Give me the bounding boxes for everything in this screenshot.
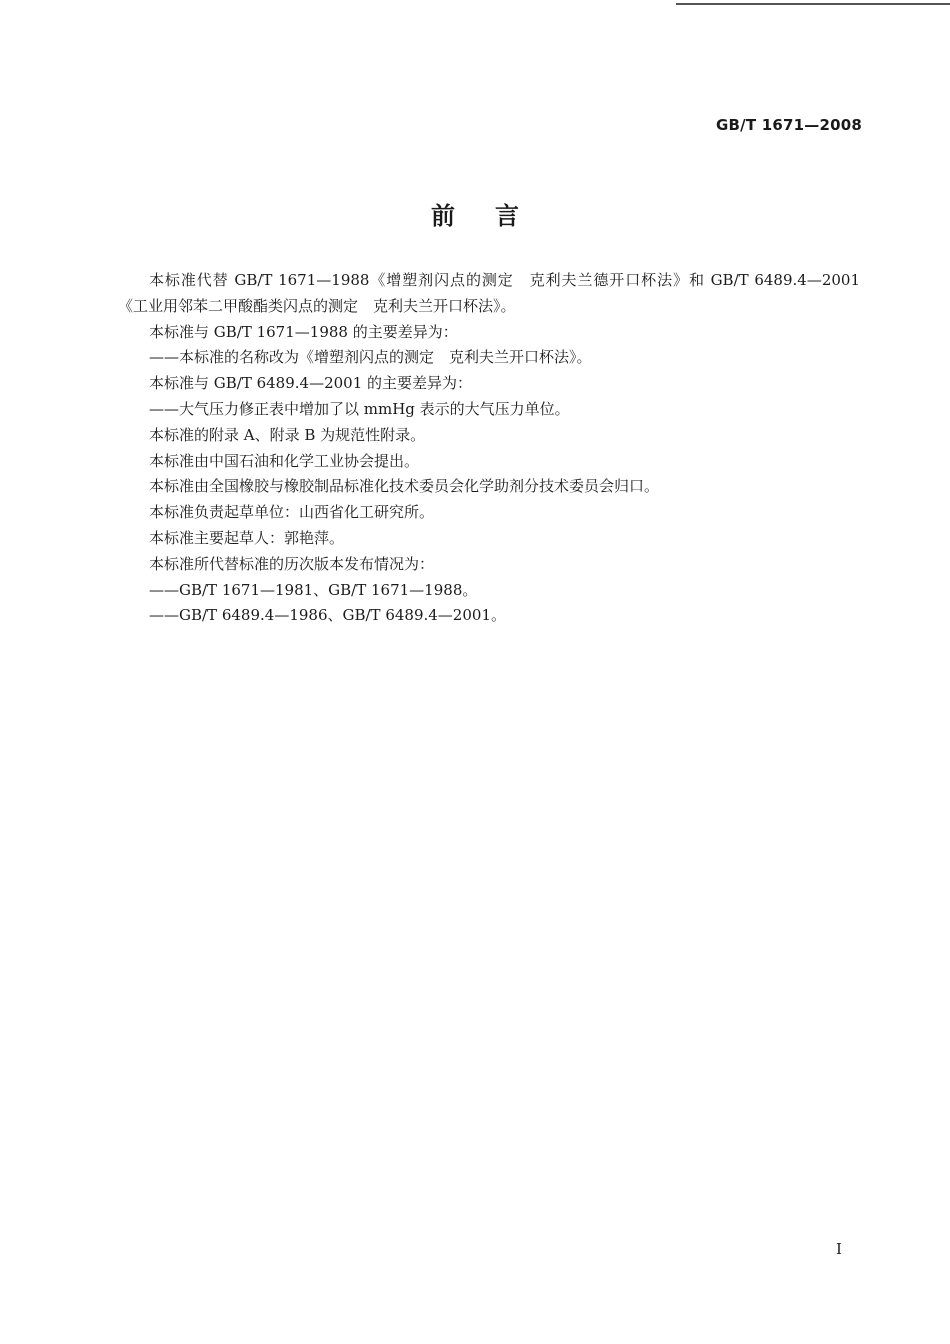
paragraph-drafters: 本标准主要起草人：郭艳萍。 (149, 528, 345, 547)
top-border-rule (676, 3, 950, 5)
page-number: I (836, 1240, 842, 1258)
paragraph-history-intro: 本标准所代替标准的历次版本发布情况为： (149, 554, 435, 573)
list-item-history-1671: ——GB/T 1671—1981、GB/T 1671—1988。 (149, 580, 478, 599)
paragraph-diff-2001-intro: 本标准与 GB/T 6489.4—2001 的主要差异为： (149, 374, 473, 393)
paragraph-replacement: 本标准代替 GB/T 1671—1988《增塑剂闪点的测定 克利夫兰德开口杯法》和 GB/T 6489.4—2001《工业用邻苯二甲酸酯类闪点的测定 克利夫兰开口杯法》。 (118, 271, 860, 315)
list-item-history-6489: ——GB/T 6489.4—1986、GB/T 6489.4—2001。 (149, 606, 506, 625)
list-item-name-change: ——本标准的名称改为《增塑剂闪点的测定 克利夫兰开口杯法》。 (149, 348, 592, 367)
paragraph-annexes: 本标准的附录 A、附录 B 为规范性附录。 (149, 425, 426, 444)
foreword-body (118, 268, 860, 629)
page-title: 前言 (431, 202, 559, 230)
standard-code: GB/T 1671—2008 (716, 116, 862, 134)
paragraph-technical-committee: 本标准由全国橡胶与橡胶制品标准化技术委员会化学助剂分技术委员会归口。 (149, 477, 660, 496)
paragraph-diff-1988-intro: 本标准与 GB/T 1671—1988 的主要差异为： (149, 322, 458, 341)
paragraph-drafting-unit: 本标准负责起草单位：山西省化工研究所。 (149, 503, 435, 522)
paragraph-proposed-by: 本标准由中国石油和化学工业协会提出。 (149, 451, 420, 470)
list-item-pressure-unit: ——大气压力修正表中增加了以 mmHg 表示的大气压力单位。 (149, 399, 570, 418)
